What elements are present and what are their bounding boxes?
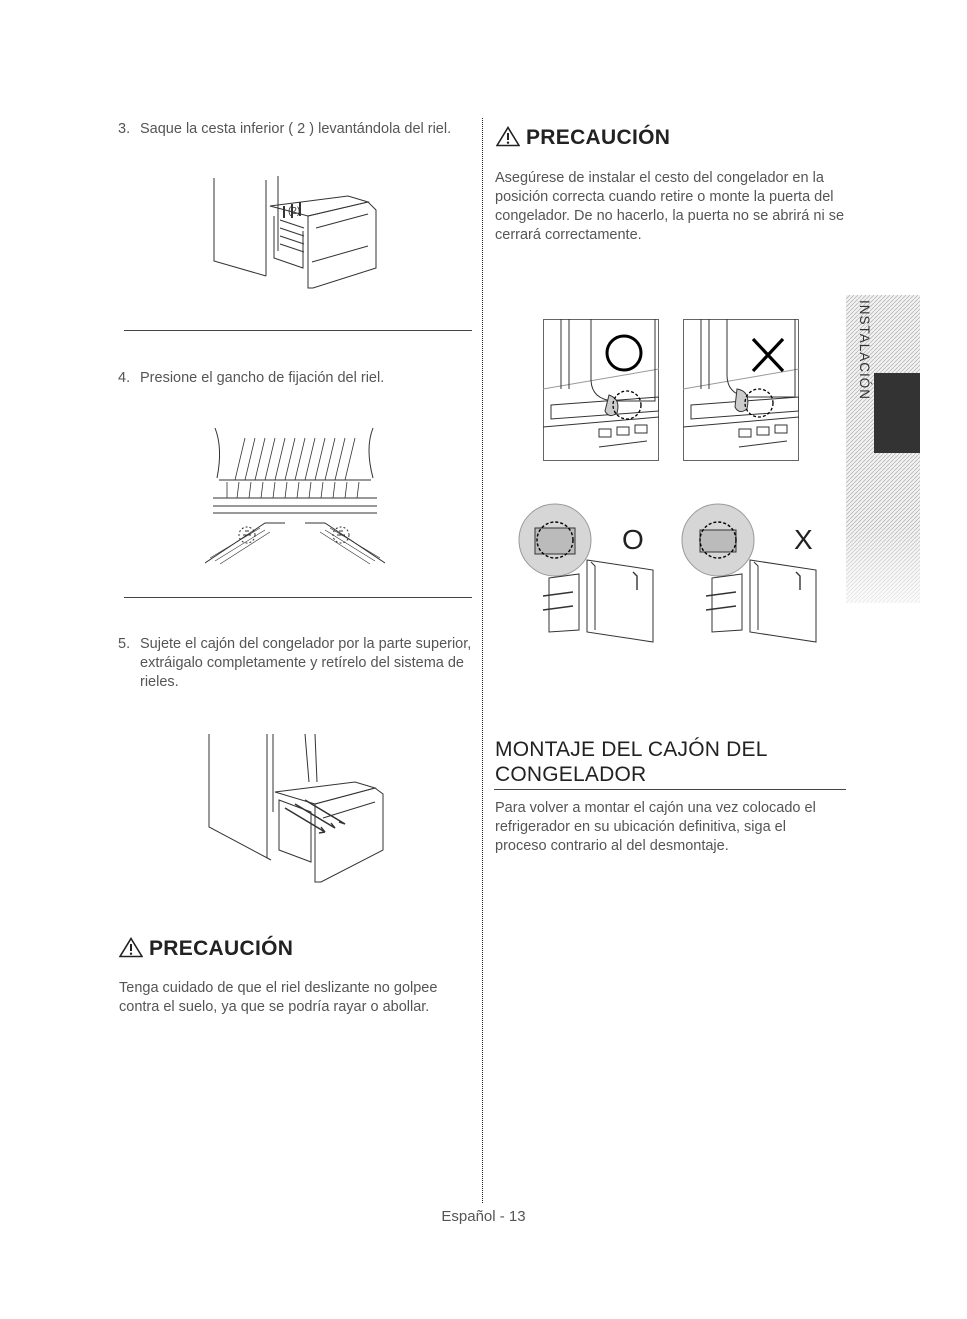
illustration-rail-hook	[205, 418, 385, 578]
step-5	[118, 635, 478, 692]
column-divider	[482, 118, 483, 1203]
page-footer: Español - 13	[441, 1208, 526, 1225]
step-text: Saque la cesta inferior ( 2 ) levantándola del riel.	[140, 121, 452, 137]
illustration-correct-position	[543, 319, 659, 461]
incorrect-mark: X	[794, 524, 813, 555]
caution-title: PRECAUCIÓN	[526, 126, 671, 149]
correct-mark: O	[622, 524, 644, 555]
caution-heading	[496, 126, 670, 150]
separator	[124, 597, 472, 598]
step-number: 4.	[118, 370, 131, 386]
section-rule	[494, 789, 846, 790]
step-number: 5.	[118, 636, 131, 652]
illustration-remove-lower-basket	[208, 176, 378, 296]
separator	[124, 330, 472, 331]
caution-heading	[119, 937, 293, 961]
caution-text: Asegúrese de instalar el cesto del congelador en la posición correcta cuando retire o monte la puerta del congelador. De no hacerlo, la puerta no se abrirá ni se cerrará correctamente.	[495, 170, 845, 243]
section-title-line: MONTAJE DEL CAJÓN DEL	[495, 738, 768, 761]
step-4	[118, 369, 478, 388]
illustration-incorrect-position	[683, 319, 799, 461]
basket-callout: (2)	[288, 206, 301, 217]
warning-icon	[496, 126, 520, 147]
section-title	[495, 737, 768, 787]
section-text: Para volver a montar el cajón una vez colocado el refrigerador en su ubicación definitiva, siga el proceso contrario al del desmontaje.	[495, 800, 816, 854]
illustration-remove-freezer-drawer	[205, 732, 385, 892]
illustration-drawer-correct	[513, 500, 663, 650]
warning-icon	[119, 937, 143, 958]
step-number: 3.	[118, 121, 131, 137]
step-text: Presione el gancho de fijación del riel.	[140, 370, 385, 386]
section-title-line: CONGELADOR	[495, 763, 647, 786]
caution-title: PRECAUCIÓN	[149, 937, 294, 960]
step-text: Sujete el cajón del congelador por la parte superior, extráigalo completamente y retírelo del sistema de rieles.	[140, 636, 472, 690]
side-tab-label: INSTALACIÓN	[857, 300, 872, 401]
caution-text: Tenga cuidado de que el riel deslizante no golpee contra el suelo, ya que se podría rayar o abollar.	[119, 980, 438, 1015]
step-3	[118, 120, 478, 139]
illustration-drawer-incorrect	[676, 500, 826, 650]
